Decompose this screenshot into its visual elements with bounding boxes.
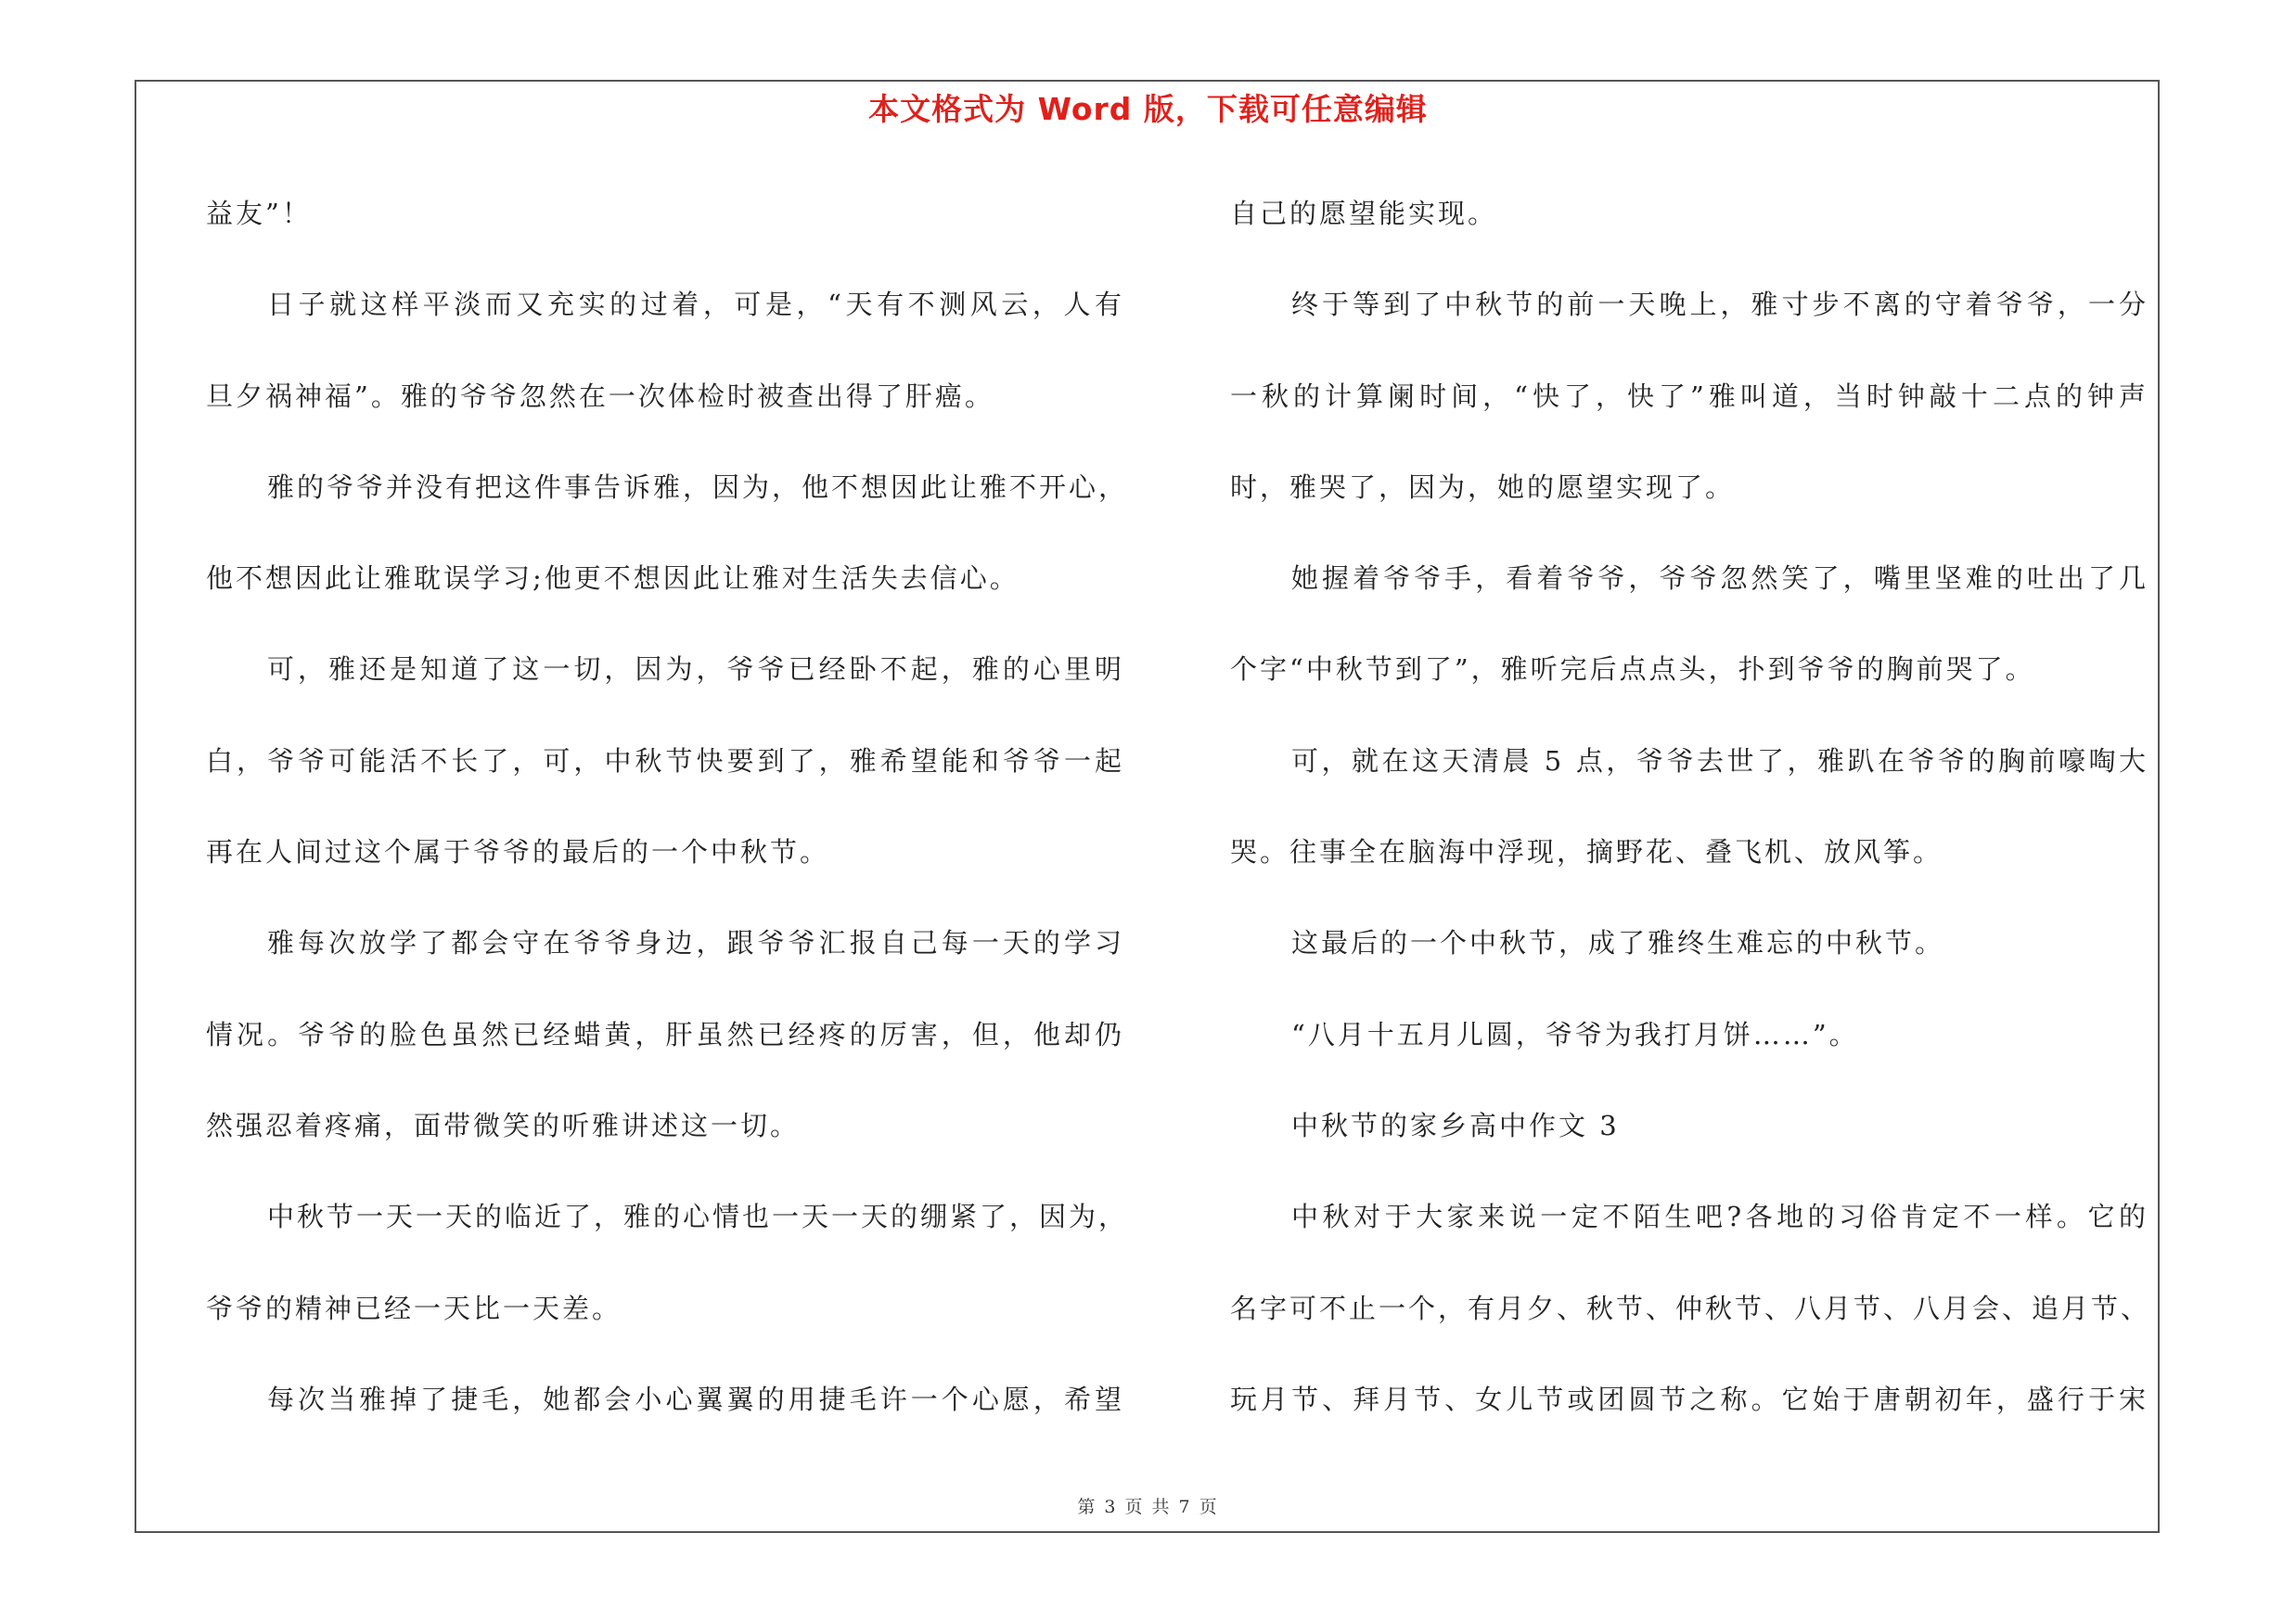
text-line: 雅每次放学了都会守在爷爷身边，跟爷爷汇报自己每一天的学习: [267, 927, 1124, 960]
text-line: 每次当雅掉了捷毛，她都会小心翼翼的用捷毛许一个心愿，希望: [267, 1383, 1124, 1415]
text-line: 旦夕祸神福”。雅的爷爷忽然在一次体检时被查出得了肝癌。: [206, 380, 994, 412]
text-line: 他不想因此让雅耽误学习;他更不想因此让雅对生活失去信心。: [206, 562, 1020, 595]
text-line: 益友”！: [206, 198, 312, 229]
text-line: 中秋对于大家来说一定不陌生吧?各地的习俗肯定不一样。它的: [1291, 1201, 2148, 1233]
text-line: 一秋的计算阑时间，“快了，快了”雅叫道，当时钟敲十二点的钟声: [1230, 380, 2148, 412]
text-line: 爷爷的精神已经一天比一天差。: [206, 1292, 622, 1324]
text-line: “八月十五月儿圆，爷爷为我打月饼……”。: [1291, 1018, 1859, 1050]
text-line: 自己的愿望能实现。: [1230, 198, 1498, 229]
text-line: 情况。爷爷的脸色虽然已经蜡黄，肝虽然已经疼的厉害，但，他却仍: [206, 1018, 1124, 1050]
text-line: 雅的爷爷并没有把这件事告诉雅，因为，他不想因此让雅不开心，: [267, 470, 1129, 503]
text-line: 然强忍着疼痛，面带微笑的听雅讲述这一切。: [206, 1109, 801, 1141]
text-line: 时，雅哭了，因为，她的愿望实现了。: [1230, 470, 1736, 503]
text-line: 再在人间过这个属于爷爷的最后的一个中秋节。: [206, 836, 830, 869]
word-format-banner: 本文格式为 Word 版，下载可任意编辑: [868, 91, 1428, 127]
left-text-column: [206, 181, 1129, 1458]
text-line: 终于等到了中秋节的前一天晚上，雅寸步不离的守着爷爷，一分: [1291, 289, 2148, 321]
text-line: 她握着爷爷手，看着爷爷，爷爷忽然笑了，嘴里坚难的吐出了几: [1291, 562, 2148, 595]
text-line: 可，就在这天清晨 5 点，爷爷去世了，雅趴在爷爷的胸前嚎啕大: [1291, 744, 2148, 777]
text-line: 玩月节、拜月节、女儿节或团圆节之称。它始于唐朝初年，盛行于宋: [1230, 1383, 2148, 1415]
page-number-footer: 第 3 页 共 7 页: [1077, 1497, 1219, 1517]
right-text-column: [1230, 181, 2151, 1458]
text-line: 可，雅还是知道了这一切，因为，爷爷已经卧不起，雅的心里明: [267, 653, 1124, 686]
text-line: 这最后的一个中秋节，成了雅终生难忘的中秋节。: [1291, 927, 1945, 960]
text-line: 名字可不止一个，有月夕、秋节、仲秋节、八月节、八月会、追月节、: [1230, 1292, 2151, 1324]
text-line: 日子就这样平淡而又充实的过着，可是，“天有不测风云，人有: [267, 289, 1124, 321]
text-line: 中秋节一天一天的临近了，雅的心情也一天一天的绷紧了，因为，: [267, 1201, 1129, 1233]
text-line: 中秋节的家乡高中作文 3: [1291, 1109, 1620, 1141]
text-line: 白，爷爷可能活不长了，可，中秋节快要到了，雅希望能和爷爷一起: [206, 744, 1124, 777]
text-line: 哭。往事全在脑海中浮现，摘野花、叠飞机、放风筝。: [1230, 836, 1943, 869]
text-line: 个字“中秋节到了”，雅听完后点点头，扑到爷爷的胸前哭了。: [1230, 653, 2035, 686]
